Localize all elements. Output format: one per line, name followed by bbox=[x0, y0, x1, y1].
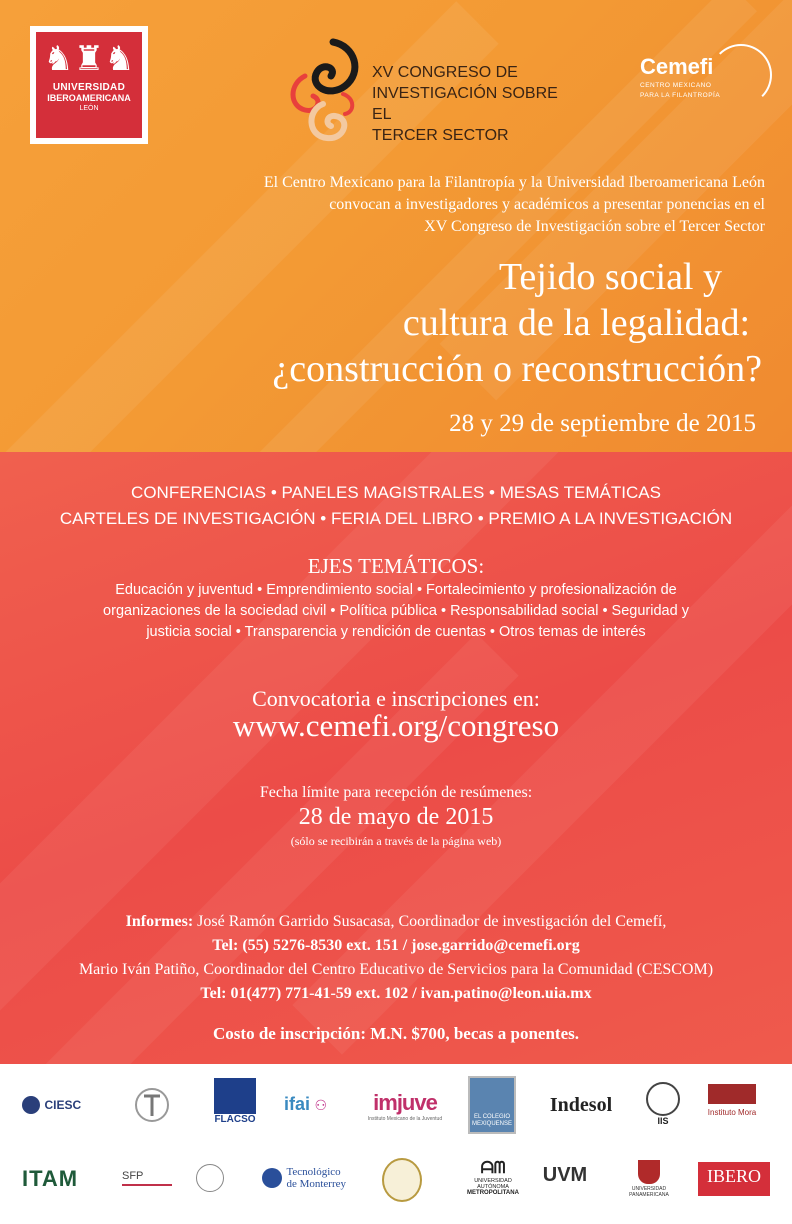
contact1-line bbox=[0, 910, 792, 934]
tec-monterrey-logo bbox=[262, 1166, 362, 1190]
intro-line: convocan a investigadores y académicos a presentar ponencias en el bbox=[329, 196, 765, 213]
activities bbox=[0, 480, 792, 532]
registration-cost: Costo de inscripción: M.N. $700, becas a ponentes. bbox=[213, 1024, 579, 1043]
cemefi-logo bbox=[640, 54, 770, 100]
congreso-title bbox=[372, 62, 572, 146]
sfp-divider bbox=[122, 1184, 172, 1186]
flacso-map-icon bbox=[214, 1078, 256, 1114]
uvm-logo bbox=[532, 1164, 598, 1187]
unam-crest-icon bbox=[646, 1082, 680, 1116]
contact-info bbox=[0, 910, 792, 1006]
mora-building-icon bbox=[708, 1084, 756, 1104]
ejes-title: EJES TEMÁTICOS: bbox=[307, 554, 485, 578]
informes-label: Informes: bbox=[125, 913, 194, 930]
congreso-swirl-icon bbox=[285, 36, 365, 146]
theme-line: Tejido social y bbox=[498, 256, 722, 298]
imjuve-logo bbox=[360, 1090, 450, 1122]
unam-iis-logo bbox=[640, 1082, 686, 1126]
ibero-leon-logo bbox=[30, 26, 148, 144]
tec-globe-icon bbox=[262, 1168, 282, 1188]
instituto-mora-logo bbox=[702, 1084, 762, 1117]
tercer-sector-swirl-icon bbox=[132, 1086, 172, 1124]
cemefi-subtitle: PARA LA FILANTROPÍA bbox=[640, 92, 721, 99]
activities-line: CONFERENCIAS • PANELES MAGISTRALES • MESAS TEMÁTICAS bbox=[131, 483, 661, 502]
sfp-logo bbox=[122, 1170, 182, 1186]
indesol-logo bbox=[540, 1094, 622, 1117]
ibero-logo-line3: LEÓN bbox=[79, 105, 99, 112]
deadline-label: Fecha límite para recepción de resúmenes: bbox=[259, 784, 533, 801]
tec-line: Tecnológico bbox=[286, 1166, 341, 1178]
theme-line: cultura de la legalidad: bbox=[402, 302, 750, 344]
convocatoria-label: Convocatoria e inscripciones en: bbox=[252, 686, 540, 711]
imjuve-text: imjuve bbox=[373, 1090, 437, 1115]
flacso-logo bbox=[210, 1078, 260, 1125]
ifai-people-icon: ⚇ bbox=[314, 1097, 328, 1113]
mexico-seal-icon bbox=[196, 1164, 224, 1192]
activities-line: CARTELES DE INVESTIGACIÓN • FERIA DEL LIBRO • PREMIO A LA INVESTIGACIÓN bbox=[59, 509, 733, 528]
ejes-list bbox=[22, 580, 770, 643]
ibero-crest-logo bbox=[382, 1158, 422, 1202]
theme-line: ¿construcción o reconstrucción? bbox=[272, 348, 762, 390]
congreso-title-line: INVESTIGACIÓN SOBRE EL bbox=[372, 85, 558, 123]
ciesc-text: CIESC bbox=[44, 1098, 82, 1112]
ifai-logo bbox=[284, 1094, 344, 1115]
contact2-tel bbox=[0, 982, 792, 1006]
tercer-sector-logo bbox=[122, 1086, 182, 1126]
congress-theme bbox=[42, 254, 762, 392]
contact2-tel-text[interactable]: Tel: 01(477) 771-41-59 ext. 102 / ivan.patino@leon.uia.mx bbox=[200, 985, 592, 1002]
uam-text: UNIVERSIDAD AUTÓNOMA bbox=[474, 1178, 512, 1190]
ibero-logo-line2: IBEROAMERICANA bbox=[47, 93, 131, 103]
ifai-text: ifai bbox=[284, 1094, 311, 1114]
intro-line: XV Congreso de Investigación sobre el Tercer Sector bbox=[424, 218, 765, 235]
panamericana-text: UNIVERSIDAD PANAMERICANA bbox=[629, 1186, 669, 1198]
ibero-wordmark-logo bbox=[698, 1162, 770, 1196]
ibero-gold-crest-icon bbox=[382, 1158, 422, 1202]
uvm-text: UVM bbox=[542, 1164, 588, 1186]
ciesc-logo bbox=[22, 1096, 102, 1114]
flacso-text: FLACSO bbox=[214, 1114, 256, 1125]
deadline-date: 28 de mayo de 2015 bbox=[298, 804, 494, 830]
contact2-text: Mario Iván Patiño, Coordinador del Centro Educativo de Servicios para la Comunidad (CESCOM) bbox=[78, 961, 714, 978]
panamericana-logo bbox=[624, 1160, 674, 1198]
uam-icon: ᗩᗰ bbox=[480, 1160, 506, 1177]
contact1-tel bbox=[0, 934, 792, 958]
indesol-text: Indesol bbox=[549, 1094, 613, 1116]
mora-text: Instituto Mora bbox=[707, 1108, 757, 1117]
iis-text: IIS bbox=[657, 1116, 669, 1126]
tec-line: de Monterrey bbox=[286, 1178, 347, 1190]
ibero-wordmark-text: IBERO bbox=[707, 1166, 761, 1186]
itam-text: ITAM bbox=[22, 1166, 79, 1191]
uam-text: METROPOLITANA bbox=[467, 1190, 519, 1196]
deadline-note: (sólo se recibirán a través de la página web) bbox=[290, 834, 502, 848]
itam-logo bbox=[22, 1166, 92, 1192]
sfp-text: SFP bbox=[122, 1170, 144, 1182]
imjuve-subtitle: Instituto Mexicano de la Juventud bbox=[367, 1116, 443, 1122]
ejes-line: Educación y juventud • Emprendimiento social • Fortalecimiento y profesionalización de bbox=[115, 582, 677, 598]
ibero-logo-line1: UNIVERSIDAD bbox=[52, 82, 126, 93]
cemefi-name: Cemefi bbox=[640, 54, 714, 79]
ciesc-circle-icon bbox=[22, 1096, 40, 1114]
contact1-tel-text[interactable]: Tel: (55) 5276-8530 ext. 151 / jose.garrido@cemefi.org bbox=[212, 937, 580, 954]
ibero-crest-icon: ♞♜♞ bbox=[43, 40, 135, 78]
contact1-text: José Ramón Garrido Susacasa, Coordinador de investigación del Cemefí, bbox=[193, 913, 667, 930]
colegio-mexiquense-logo bbox=[468, 1076, 516, 1134]
mexico-seal-logo bbox=[196, 1164, 226, 1192]
panamericana-shield-icon bbox=[638, 1160, 660, 1184]
ejes-line: justicia social • Transparencia y rendición de cuentas • Otros temas de interés bbox=[146, 624, 646, 640]
congreso-title-line: XV CONGRESO DE bbox=[372, 64, 518, 81]
convocatoria-url-link[interactable]: www.cemefi.org/congreso bbox=[232, 708, 560, 743]
tec-text bbox=[286, 1166, 346, 1190]
congreso-title-line: TERCER SECTOR bbox=[372, 127, 509, 144]
intro-text bbox=[65, 172, 765, 238]
ejes-line: organizaciones de la sociedad civil • Política pública • Responsabilidad social • Seguridad y bbox=[103, 603, 689, 619]
uam-logo bbox=[458, 1160, 528, 1196]
congress-dates: 28 y 29 de septiembre de 2015 bbox=[449, 410, 756, 437]
cemefi-subtitle: CENTRO MEXICANO bbox=[640, 82, 712, 89]
cemefi-arc-icon bbox=[710, 44, 772, 106]
intro-line: El Centro Mexicano para la Filantropía y la Universidad Iberoamericana León bbox=[263, 174, 765, 191]
colegio-text: EL COLEGIO MEXIQUENSE bbox=[471, 1114, 512, 1127]
